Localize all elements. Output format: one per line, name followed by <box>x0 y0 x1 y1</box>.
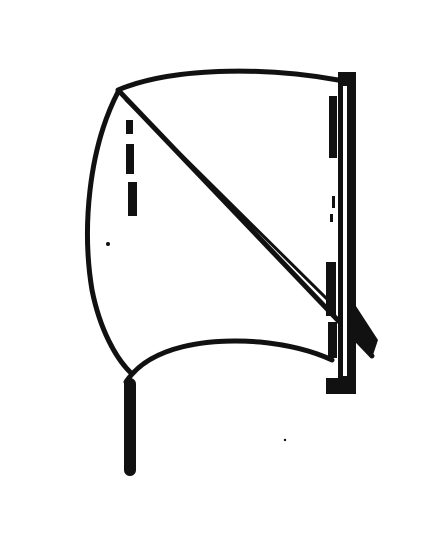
lacing-mark-right-1 <box>329 96 337 158</box>
lacing-mark-right-3 <box>328 322 337 358</box>
lacing-mark-right-2 <box>326 262 336 316</box>
lacing-mark-3 <box>128 182 137 216</box>
lacing-dot-2 <box>330 214 333 222</box>
speck-2 <box>284 439 286 441</box>
lacing-mark-1 <box>126 120 133 134</box>
mast-base <box>326 378 356 394</box>
speck-1 <box>106 242 110 246</box>
lacing-dot-1 <box>332 196 335 208</box>
mast-inner-highlight <box>343 86 347 376</box>
lacing-mark-2 <box>126 144 134 174</box>
